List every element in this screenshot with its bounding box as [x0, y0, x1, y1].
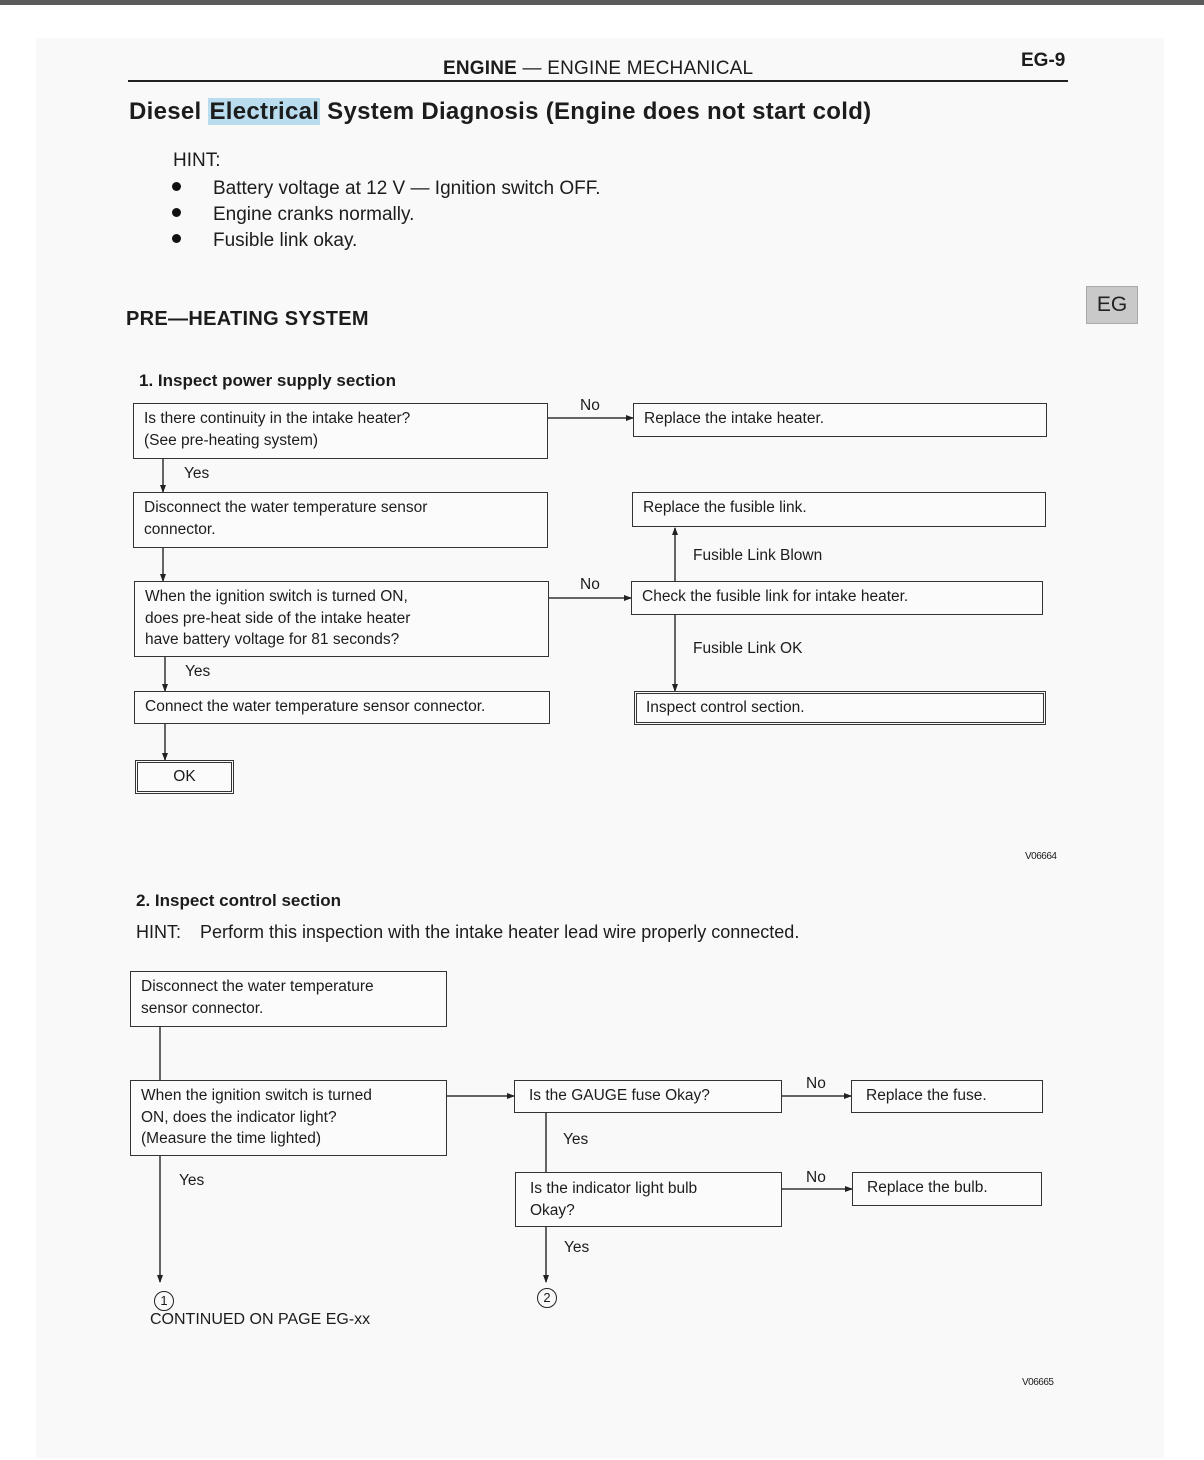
label-yes: Yes: [185, 663, 211, 680]
hint-item: Fusible link okay.: [172, 230, 357, 252]
label-yes: Yes: [563, 1131, 589, 1148]
hint-item: Battery voltage at 12 V — Ignition switch OFF.: [172, 178, 601, 200]
hint-item: Engine cranks normally.: [172, 204, 414, 226]
label-fusible-link-ok: Fusible Link OK: [693, 640, 803, 657]
box-gauge-fuse-question: Is the GAUGE fuse Okay?: [514, 1080, 782, 1113]
box-disconnect-sensor-2: Disconnect the water temperature sensor connector.: [130, 971, 447, 1027]
label-no: No: [580, 397, 600, 414]
continuation-marker-1: 1: [154, 1291, 174, 1311]
box-ok: OK: [135, 760, 234, 794]
figure-code: V06665: [1022, 1377, 1054, 1388]
continuation-marker-2: 2: [537, 1288, 557, 1308]
search-highlight: Electrical: [209, 98, 320, 125]
label-yes: Yes: [179, 1172, 205, 1189]
flow1-heading: 1. Inspect power supply section: [139, 371, 396, 390]
label-yes: Yes: [564, 1239, 590, 1256]
box-connect-sensor: Connect the water temperature sensor connector.: [134, 691, 550, 724]
box-continuity-question: Is there continuity in the intake heater? (See pre-heating system): [133, 403, 548, 459]
section-heading: PRE—HEATING SYSTEM: [126, 308, 369, 330]
box-check-fusible-link: Check the fusible link for intake heater.: [631, 581, 1043, 615]
flow2-heading: 2. Inspect control section: [136, 891, 341, 910]
box-replace-intake-heater: Replace the intake heater.: [633, 403, 1047, 437]
box-disconnect-sensor: Disconnect the water temperature sensor connector.: [133, 492, 548, 548]
box-replace-fuse: Replace the fuse.: [851, 1080, 1043, 1113]
continued-note: CONTINUED ON PAGE EG-xx: [150, 1311, 371, 1328]
label-fusible-link-blown: Fusible Link Blown: [693, 547, 823, 564]
header-section-title: ENGINE — ENGINE MECHANICAL: [443, 58, 754, 79]
label-no: No: [806, 1075, 826, 1092]
box-ignition-voltage-question: When the ignition switch is turned ON, does pre-heat side of the intake heater have battery voltage for 81 seconds?: [134, 581, 549, 657]
label-no: No: [580, 576, 600, 593]
box-replace-bulb: Replace the bulb.: [852, 1172, 1042, 1206]
flow2-hint: HINT: Perform this inspection with the intake heater lead wire properly connected.: [136, 922, 800, 942]
eg-side-tab: EG: [1086, 286, 1138, 324]
box-indicator-light-question: When the ignition switch is turned ON, does the indicator light? (Measure the time lighted): [130, 1080, 447, 1156]
page-title: Diesel Electrical System Diagnosis (Engine does not start cold): [129, 98, 872, 125]
figure-code: V06664: [1025, 851, 1057, 862]
label-no: No: [806, 1169, 826, 1186]
box-replace-fusible-link: Replace the fusible link.: [632, 492, 1046, 527]
box-inspect-control-section: Inspect control section.: [634, 691, 1046, 725]
box-indicator-bulb-question: Is the indicator light bulb Okay?: [515, 1172, 782, 1227]
page-number: EG-9: [1021, 50, 1066, 71]
hint-label: HINT:: [173, 150, 221, 171]
label-yes: Yes: [184, 465, 210, 482]
